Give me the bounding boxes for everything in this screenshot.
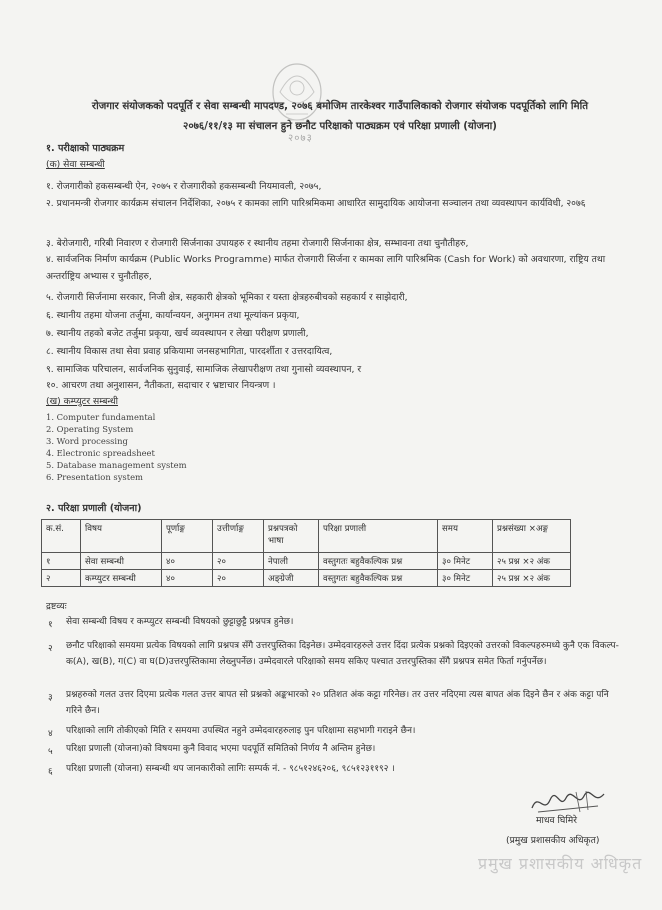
syllabus-item-6: ६. स्थानीय तहमा योजना तर्जुमा, कार्यान्वयन, अनुगमन तथा मूल्यांकन प्रकृया,	[46, 310, 300, 321]
computer-item-2: 2. Operating System	[46, 424, 134, 434]
header-exam-system: परिक्षा प्रणाली	[319, 520, 438, 553]
cell-exam-system: वस्तुगतः बहुवैकल्पिक प्रश्न	[319, 570, 438, 587]
signatory-name: माधव घिमिरे	[536, 815, 577, 826]
notes-heading: द्रष्टव्यः	[46, 601, 67, 612]
cell-pass-marks: २०	[213, 553, 264, 570]
section1-subheading-kha: (ख) कम्प्युटर सम्बन्धी	[46, 396, 119, 407]
computer-item-1: 1. Computer fundamental	[46, 412, 156, 422]
table-row	[42, 570, 571, 587]
note-number: ४	[48, 729, 53, 739]
section1-subheading-ka: (क) सेवा सम्बन्धी	[46, 159, 105, 170]
cell-time: ३० मिनेट	[438, 553, 493, 570]
cell-question-marks: २५ प्रश्न ×२ अंक	[493, 553, 571, 570]
cell-subject: कम्प्युटर सम्बन्धी	[81, 570, 162, 587]
syllabus-item-1: १. रोजगारीको हकसम्बन्धी ऐन, २०७५ र रोजगारीको हकसम्बन्धी नियमावली, २०७५,	[46, 181, 322, 192]
syllabus-item-9: ९. सामाजिक परिचालन, सार्वजनिक सुनुवाई, सामाजिक लेखापरीक्षण तथा गुनासो व्यवस्थापन, र	[46, 364, 362, 375]
section2-heading: २. परिक्षा प्रणाली (योजना)	[46, 503, 142, 514]
seal-year-text: २०७३	[288, 133, 313, 144]
computer-item-3: 3. Word processing	[46, 436, 128, 446]
cell-language: अङ्ग्रेजी	[264, 570, 319, 587]
cell-pass-marks: २०	[213, 570, 264, 587]
note-text: छनौट परिक्षाको समयमा प्रत्येक विषयको लागि प्रश्नपत्र सँगै उत्तरपुस्तिका दिइनेछ। उम्मेदवारहरुले उत्तर दिंदा प्रत्येक प्रश्नको दिइएको उत्तरको विकल्पहरुमध्ये कुनै एक विकल्प- क(A), ख(B), ग(C) वा घ(D)उत्तरपुस्तिकामा लेख्नुपर्नेछ। उम्मेदवारले परिक्षाको समय सकिए पश्चात उत्तरपुस्तिका सँगै प्रश्नपत्र समेत फिर्ता गर्नुपर्नेछ।	[66, 641, 619, 667]
computer-item-6: 6. Presentation system	[46, 472, 143, 482]
header-pass-marks: उत्तीर्णाङ्ग	[213, 520, 264, 553]
syllabus-item-7: ७. स्थानीय तहको बजेट तर्जुमा प्रकृया, खर्च व्यवस्थापन र लेखा परीक्षण प्रणाली,	[46, 328, 309, 339]
note-number: ३	[48, 693, 53, 703]
syllabus-item-5: ५. रोजगारी सिर्जनामा सरकार, निजी क्षेत्र, सहकारी क्षेत्रको भूमिका र यस्ता क्षेत्रहरुबीचको सहकार्य र साझेदारी,	[46, 292, 408, 303]
header-time: समय	[438, 520, 493, 553]
computer-item-4: 4. Electronic spreadsheet	[46, 448, 155, 458]
document-title	[60, 97, 620, 137]
exam-scheme-table	[41, 519, 571, 587]
note-text: परिक्षा प्रणाली (योजना) सम्बन्धी थप जानकारीको लागिः सम्पर्क नं. - ९८५१२४६२०६, ९८५१२३११९२ ।	[66, 764, 395, 774]
header-language: प्रश्नपत्रको भाषा	[264, 520, 319, 553]
header-subject: विषय	[81, 520, 162, 553]
cell-serial: २	[42, 570, 81, 587]
syllabus-item-3: ३. बेरोजगारी, गरिबी निवारण र रोजगारी सिर्जनाका उपायहरु र स्थानीय तहमा रोजगारी सिर्जनाका क्षेत्र, सम्भावना तथा चुनौतीहरु,	[46, 238, 469, 249]
cell-question-marks: २५ प्रश्न ×२ अंक	[493, 570, 571, 587]
cell-subject: सेवा सम्बन्धी	[81, 553, 162, 570]
cell-serial: १	[42, 553, 81, 570]
syllabus-item-10: १०. आचरण तथा अनुशासन, नैतीकता, सदाचार र भ्रष्टाचार नियन्त्रण ।	[46, 380, 276, 391]
note-number: ५	[48, 747, 53, 757]
note-text: परिक्षाको लागि तोकीएको मिति र समयमा उपस्थित नहुने उम्मेदवारहरुलाइ पुन परिक्षामा सहभागी गराइने छैन।	[66, 726, 416, 736]
faded-designation-stamp: प्रमुख प्रशासकीय अधिकृत	[478, 854, 643, 873]
syllabus-item-4: ४. सार्वजनिक निर्माण कार्यक्रम (Public Works Programme) मार्फत रोजगारी सिर्जना र कामका लागि पारिश्रमिक (Cash for Work) को अवधारणा, राष्ट्रिय तथा अन्तर्राष्ट्रिय अभ्यास र चुनौतीहरु,	[46, 254, 606, 282]
cell-language: नेपाली	[264, 553, 319, 570]
table-row	[42, 553, 571, 570]
syllabus-item-2: २. प्रधानमन्त्री रोजगार कार्यक्रम संचालन निर्देशिका, २०७५ र कामका लागि पारिश्रमिकमा आधारित सामुदायिक आयोजना सञ्चालन तथा व्यवस्थापन कार्यविधी, २०७६	[46, 198, 586, 209]
note-text: प्रश्नहरुको गलत उत्तर दिएमा प्रत्येक गलत उत्तर बापत सो प्रश्नको अङ्कभारको २० प्रतिशत अंक कट्टा गरिनेछ। तर उत्तर नदिएमा त्यस बापत अंक दिइने छैन र अंक कट्टा पनि गरिने छैन।	[66, 690, 609, 716]
computer-item-5: 5. Database management system	[46, 460, 187, 470]
header-full-marks: पूर्णाङ्ग	[162, 520, 213, 553]
note-number: ६	[48, 767, 53, 777]
table-header-row	[42, 520, 571, 553]
header-question-marks: प्रश्नसंख्या ×अङ्ग	[493, 520, 571, 553]
title-line-1: रोजगार संयोजकको पदपूर्ति र सेवा सम्बन्धी मापदण्ड, २०७६ बमोजिम तारकेश्वर गाउँपालिकाको रोजगार संयोजक पदपूर्तिको लागि मिति	[91, 101, 589, 112]
header-serial: क.सं.	[42, 520, 81, 553]
cell-time: ३० मिनेट	[438, 570, 493, 587]
note-number: २	[48, 644, 53, 654]
note-text: परिक्षा प्रणाली (योजना)को विषयमा कुनै विवाद भएमा पदपूर्ति समितिको निर्णय नै अन्तिम हुनेछ।	[66, 744, 376, 754]
cell-full-marks: ४०	[162, 553, 213, 570]
syllabus-item-8: ८. स्थानीय विकास तथा सेवा प्रवाह प्रकियामा जनसहभागिता, पारदर्शीता र उत्तरदायित्व,	[46, 346, 333, 357]
cell-exam-system: वस्तुगतः बहुवैकल्पिक प्रश्न	[319, 553, 438, 570]
section1-heading: १. परीक्षाको पाठ्यक्रम	[46, 143, 125, 154]
title-line-2: २०७६/११/१३ मा संचालन हुने छनौट परिक्षाको पाठ्यक्रम एवं परिक्षा प्रणाली (योजना)	[183, 121, 497, 132]
cell-full-marks: ४०	[162, 570, 213, 587]
signatory-designation: (प्रमुख प्रशासकीय अधिकृत)	[506, 835, 600, 846]
note-text: सेवा सम्बन्धी विषय र कम्प्युटर सम्बन्धी विषयको छुट्टाछुट्टै प्रश्नपत्र हुनेछ।	[66, 617, 294, 627]
note-number: १	[48, 620, 53, 630]
